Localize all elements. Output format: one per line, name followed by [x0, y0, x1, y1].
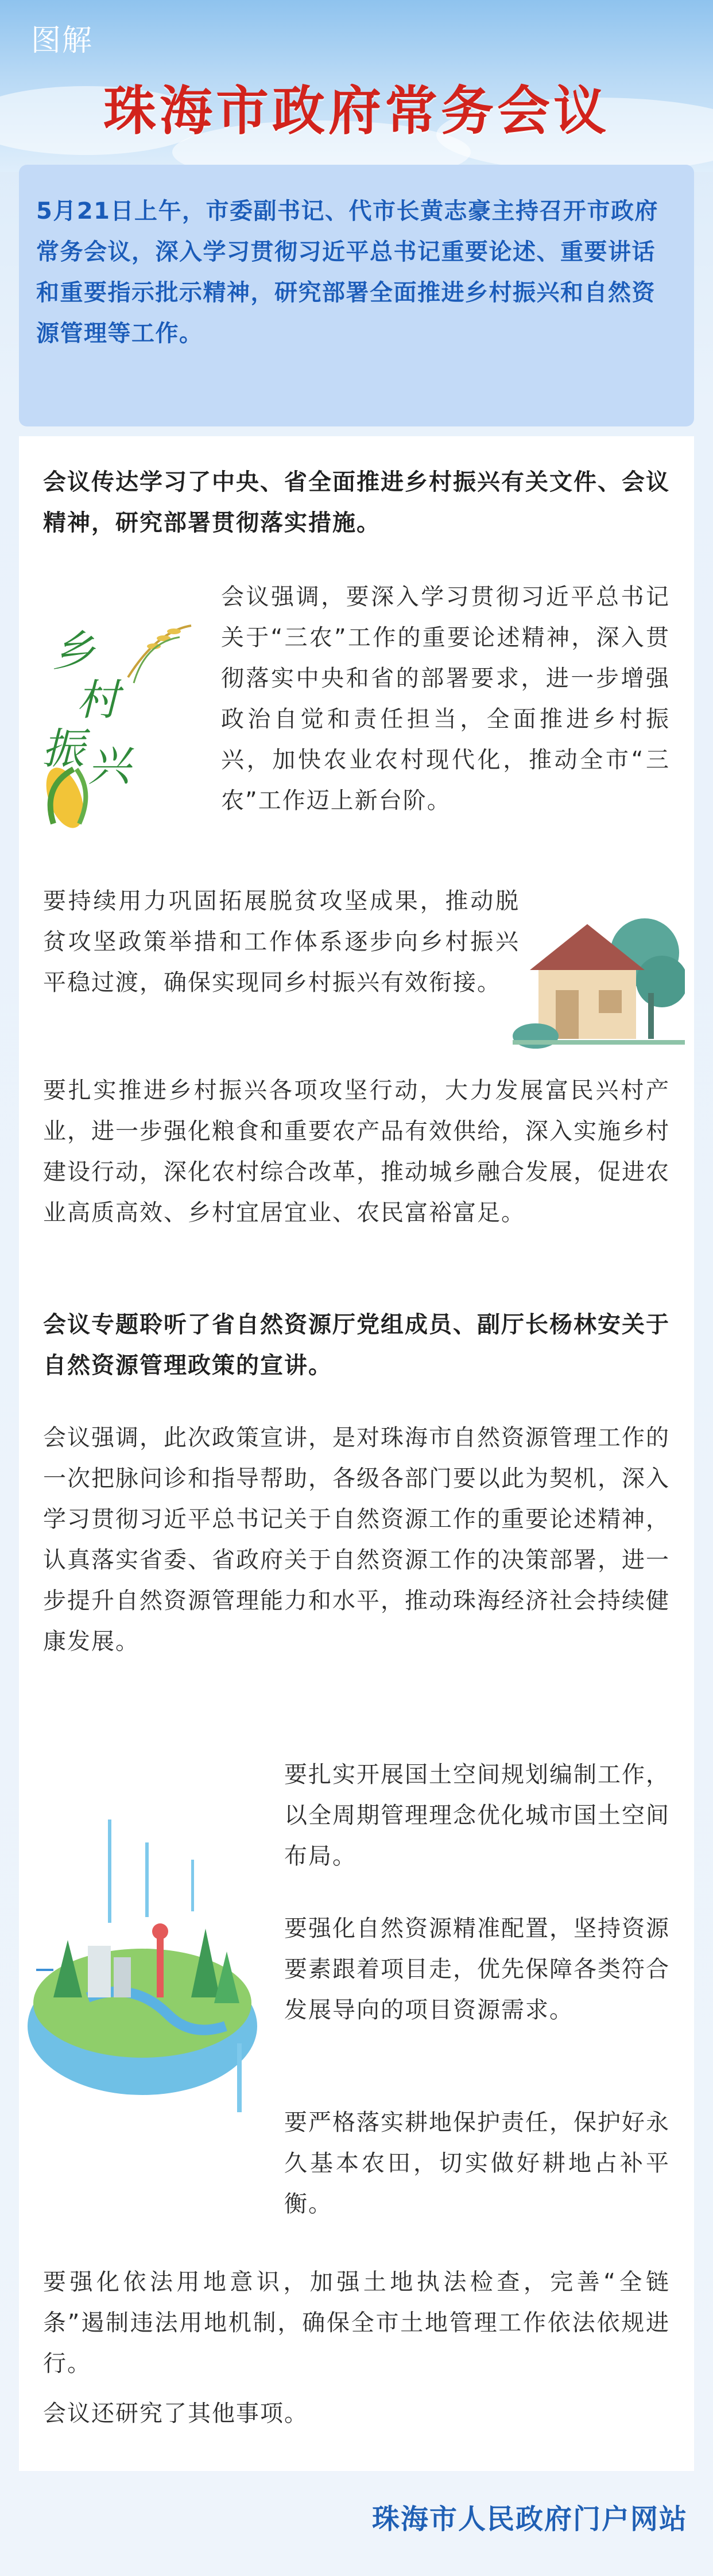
section2-paragraph-5: 要强化依法用地意识，加强土地执法检查，完善“全链条”遏制违法用地机制，确保全市土地管理工作依法依规进行。 — [43, 2269, 670, 2377]
section1-paragraph-3: 要扎实推进乡村振兴各项攻坚行动，大力发展富民兴村产业，进一步强化粮食和重要农产品有效供给，深入实施乡村建设行动，深化农村综合改革，推动城乡融合发展，促进农业高质高效、乡村宜居宜业、农民富裕富足。 — [43, 1077, 670, 1226]
section2-heading: 会议专题聆听了省自然资源厅党组成员、副厅长杨林安关于自然资源管理政策的宣讲。 — [43, 1312, 670, 1379]
house-tree-illustration — [513, 907, 685, 1050]
page-title: 珠海市政府常务会议 — [103, 80, 610, 142]
art-char-2: 村 — [76, 676, 119, 725]
section2-paragraph-3: 要强化自然资源精准配置，坚持资源要素跟着项目走，优先保障各类符合发展导向的项目资源需求。 — [284, 1915, 670, 2023]
source-footer: 珠海市人民政府门户网站 — [371, 2503, 688, 2535]
art-char-3: 振 — [42, 724, 84, 774]
closing-note: 会议还研究了其他事项。 — [43, 2400, 308, 2427]
section2-paragraph-2: 要扎实开展国土空间规划编制工作，以全周期管理理念优化城市国土空间布局。 — [284, 1762, 670, 1869]
section2-paragraph-1: 会议强调，此次政策宣讲，是对珠海市自然资源管理工作的一次把脉问诊和指导帮助，各级各部门要以此为契机，深入学习贯彻习近平总书记关于自然资源工作的重要论述精神，认真落实省委、省政府关于自然资源工作的决策部署，进一步提升自然资源管理能力和水平，推动珠海经济社会持续健康发展。 — [43, 1425, 670, 1655]
intro-text: 5月21日上午，市委副书记、代市长黄志豪主持召开市政府常务会议，深入学习贯彻习近平总书记重要论述、重要讲话和重要指示批示精神，研究部署全面推进乡村振兴和自然资源管理等工作。 — [36, 198, 658, 347]
city-nature-illustration — [19, 1808, 272, 2129]
header-banner — [0, 0, 713, 172]
art-char-1: 乡 — [52, 627, 95, 676]
content-card — [19, 436, 694, 2471]
rural-revitalization-illustration — [30, 597, 203, 838]
section2-paragraph-4: 要严格落实耕地保护责任，保护好永久基本农田，切实做好耕地占补平衡。 — [284, 2109, 670, 2217]
art-char-4: 兴 — [88, 742, 130, 791]
section1-paragraph-2: 要持续用力巩固拓展脱贫攻坚成果，推动脱贫攻坚政策举措和工作体系逐步向乡村振兴平稳过渡，确保实现同乡村振兴有效衔接。 — [43, 888, 520, 996]
section1-paragraph-1: 会议强调，要深入学习贯彻习近平总书记关于“三农”工作的重要论述精神，深入贯彻落实中央和省的部署要求，进一步增强政治自觉和责任担当，全面推进乡村振兴，加快农业农村现代化，推动全市“三农”工作迈上新台阶。 — [221, 584, 670, 814]
intro-box — [19, 165, 694, 426]
header-tag: 图解 — [31, 24, 94, 58]
section1-heading: 会议传达学习了中央、省全面推进乡村振兴有关文件、会议精神，研究部署贯彻落实措施。 — [43, 469, 670, 536]
